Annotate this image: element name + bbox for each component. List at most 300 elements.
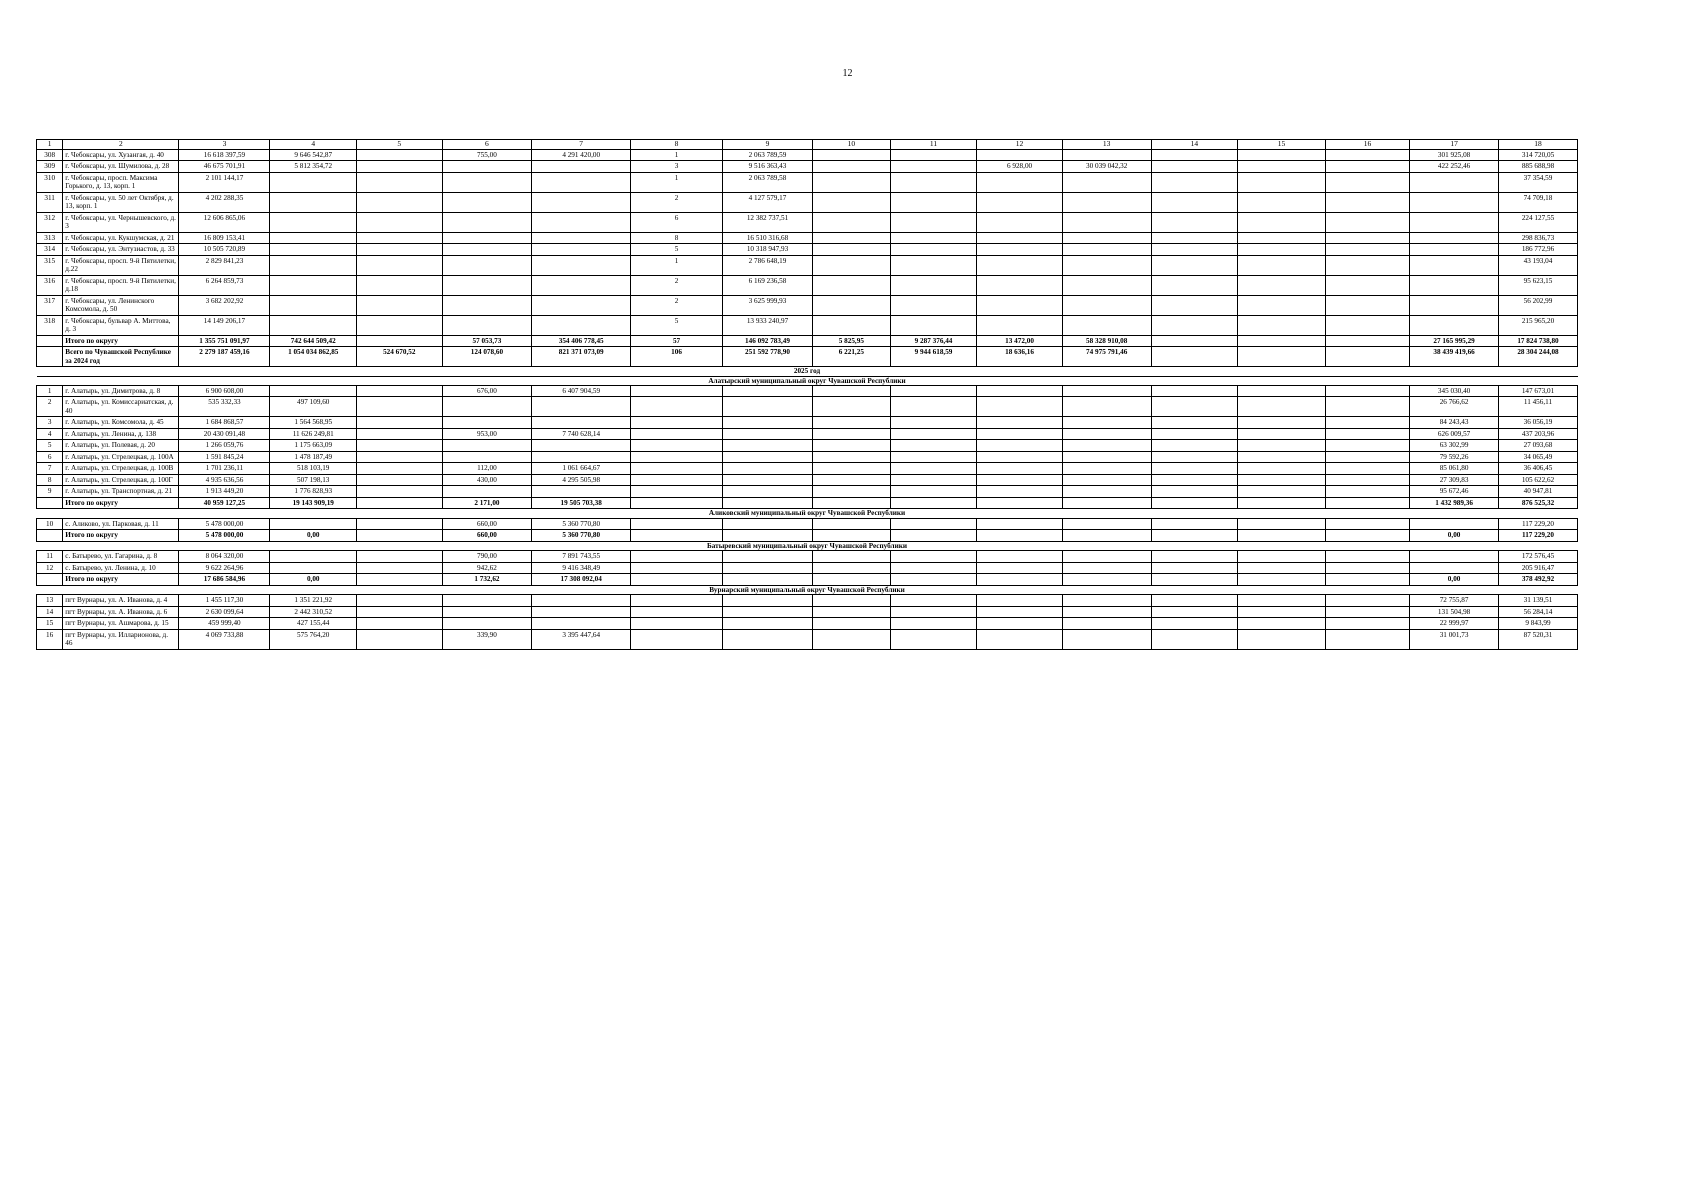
table-row — [37, 212, 1578, 232]
value-cell: 10 318 947,93 — [723, 244, 813, 255]
value-cell — [812, 486, 890, 497]
value-cell — [357, 618, 442, 629]
value-cell: 112,00 — [442, 463, 532, 474]
value-cell — [812, 192, 890, 212]
value-cell — [1325, 486, 1409, 497]
value-cell — [1151, 629, 1238, 649]
row-number-cell: 9 — [37, 486, 63, 497]
value-cell — [1151, 335, 1238, 346]
value-cell — [1151, 385, 1238, 396]
value-cell — [442, 440, 532, 451]
year-heading-row — [37, 367, 1578, 376]
value-cell — [1325, 428, 1409, 439]
value-cell: 6 — [631, 212, 723, 232]
value-cell — [890, 417, 977, 428]
value-cell — [1062, 518, 1151, 529]
value-cell — [812, 518, 890, 529]
value-cell: 339,90 — [442, 629, 532, 649]
value-cell: 5 478 000,00 — [179, 518, 270, 529]
value-cell: 314 720,05 — [1498, 149, 1577, 160]
value-cell: 13 472,00 — [977, 335, 1062, 346]
value-cell: 1 913 449,20 — [179, 486, 270, 497]
value-cell: 147 673,01 — [1498, 385, 1577, 396]
value-cell — [270, 562, 357, 573]
value-cell — [890, 172, 977, 192]
row-number-cell: 313 — [37, 232, 63, 243]
value-cell: 11 456,11 — [1498, 397, 1577, 417]
value-cell — [1238, 629, 1326, 649]
value-cell: 16 618 397,59 — [179, 149, 270, 160]
value-cell — [1151, 161, 1238, 172]
column-number-cell: 1 — [37, 140, 63, 150]
address-cell: г. Чебоксары, ул. Кукшумская, д. 21 — [63, 232, 179, 243]
table-row — [37, 161, 1578, 172]
column-number-cell: 14 — [1151, 140, 1238, 150]
value-cell: 422 252,46 — [1410, 161, 1499, 172]
value-cell — [1325, 574, 1409, 585]
address-cell: Итого по округу — [63, 574, 179, 585]
value-cell — [812, 255, 890, 275]
value-cell — [357, 428, 442, 439]
value-cell: 885 688,98 — [1498, 161, 1577, 172]
value-cell — [890, 440, 977, 451]
value-cell — [1325, 629, 1409, 649]
address-cell: пгт Вурнары, ул. Ашмарова, д. 15 — [63, 618, 179, 629]
value-cell — [442, 451, 532, 462]
row-number-cell: 316 — [37, 275, 63, 295]
value-cell: 14 149 206,17 — [179, 315, 270, 335]
value-cell — [1238, 618, 1326, 629]
address-cell: г. Алатырь, ул. Ленина, д. 138 — [63, 428, 179, 439]
value-cell: 1 — [631, 172, 723, 192]
value-cell — [1238, 295, 1326, 315]
value-cell — [1325, 385, 1409, 396]
value-cell — [1238, 172, 1326, 192]
row-number-cell: 312 — [37, 212, 63, 232]
value-cell: 11 626 249,81 — [270, 428, 357, 439]
value-cell — [631, 486, 723, 497]
value-cell — [532, 255, 631, 275]
value-cell — [1410, 212, 1499, 232]
value-cell — [1238, 397, 1326, 417]
value-cell — [977, 315, 1062, 335]
value-cell — [357, 315, 442, 335]
value-cell — [1062, 574, 1151, 585]
value-cell — [890, 315, 977, 335]
value-cell — [890, 574, 977, 585]
value-cell: 6 221,25 — [812, 347, 890, 367]
value-cell: 30 039 042,32 — [1062, 161, 1151, 172]
value-cell: 5 — [631, 244, 723, 255]
value-cell — [1238, 149, 1326, 160]
value-cell — [890, 463, 977, 474]
value-cell — [890, 551, 977, 562]
value-cell — [1062, 474, 1151, 485]
value-cell — [812, 474, 890, 485]
value-cell — [977, 451, 1062, 462]
value-cell — [1325, 530, 1409, 541]
value-cell — [890, 275, 977, 295]
value-cell — [631, 618, 723, 629]
value-cell: 251 592 778,90 — [723, 347, 813, 367]
value-cell: 28 304 244,08 — [1498, 347, 1577, 367]
value-cell: 72 755,87 — [1410, 595, 1499, 606]
value-cell: 301 925,08 — [1410, 149, 1499, 160]
value-cell — [357, 562, 442, 573]
table-row — [37, 315, 1578, 335]
value-cell — [890, 530, 977, 541]
value-cell — [357, 530, 442, 541]
value-cell — [442, 315, 532, 335]
row-number-cell: 5 — [37, 440, 63, 451]
value-cell: 953,00 — [442, 428, 532, 439]
value-cell: 3 625 999,93 — [723, 295, 813, 315]
value-cell: 1 175 663,09 — [270, 440, 357, 451]
value-cell — [812, 244, 890, 255]
district-heading-row — [37, 541, 1578, 550]
value-cell: 74 709,18 — [1498, 192, 1577, 212]
value-cell — [270, 385, 357, 396]
value-cell: 0,00 — [270, 530, 357, 541]
row-number-cell: 6 — [37, 451, 63, 462]
value-cell: 95 672,46 — [1410, 486, 1499, 497]
value-cell: 36 056,19 — [1498, 417, 1577, 428]
column-number-cell: 7 — [532, 140, 631, 150]
column-number-cell: 12 — [977, 140, 1062, 150]
value-cell: 378 492,92 — [1498, 574, 1577, 585]
value-cell: 4 935 636,56 — [179, 474, 270, 485]
value-cell — [1062, 212, 1151, 232]
value-cell — [1410, 244, 1499, 255]
value-cell: 106 — [631, 347, 723, 367]
total-row — [37, 574, 1578, 585]
value-cell: 2 630 099,64 — [179, 606, 270, 617]
value-cell — [1238, 562, 1326, 573]
value-cell: 459 999,40 — [179, 618, 270, 629]
value-cell — [270, 551, 357, 562]
value-cell: 85 061,80 — [1410, 463, 1499, 474]
value-cell — [1062, 551, 1151, 562]
value-cell — [977, 530, 1062, 541]
value-cell: 3 — [631, 161, 723, 172]
value-cell — [977, 629, 1062, 649]
value-cell — [1151, 212, 1238, 232]
value-cell — [1151, 618, 1238, 629]
value-cell — [890, 486, 977, 497]
value-cell — [1325, 212, 1409, 232]
value-cell — [1151, 486, 1238, 497]
value-cell — [812, 315, 890, 335]
value-cell: 146 092 783,49 — [723, 335, 813, 346]
column-number-cell: 2 — [63, 140, 179, 150]
value-cell: 5 478 000,00 — [179, 530, 270, 541]
value-cell — [812, 232, 890, 243]
value-cell — [977, 551, 1062, 562]
row-number-cell — [37, 530, 63, 541]
value-cell — [270, 172, 357, 192]
value-cell — [723, 486, 813, 497]
value-cell — [1410, 551, 1499, 562]
value-cell — [812, 161, 890, 172]
table-row — [37, 192, 1578, 212]
value-cell: 43 193,04 — [1498, 255, 1577, 275]
value-cell — [1062, 385, 1151, 396]
value-cell — [1325, 463, 1409, 474]
value-cell: 2 — [631, 192, 723, 212]
value-cell: 7 891 743,55 — [532, 551, 631, 562]
value-cell — [890, 606, 977, 617]
address-cell: г. Чебоксары, ул. 50 лет Октября, д. 13, корп. 1 — [63, 192, 179, 212]
value-cell: 9 646 542,87 — [270, 149, 357, 160]
value-cell — [977, 474, 1062, 485]
value-cell — [1410, 562, 1499, 573]
value-cell — [1325, 417, 1409, 428]
value-cell — [1238, 244, 1326, 255]
value-cell — [1062, 486, 1151, 497]
value-cell — [1410, 275, 1499, 295]
value-cell — [977, 595, 1062, 606]
value-cell — [1238, 315, 1326, 335]
value-cell — [631, 474, 723, 485]
value-cell: 1 564 568,95 — [270, 417, 357, 428]
value-cell — [1062, 244, 1151, 255]
value-cell — [1238, 463, 1326, 474]
row-number-cell: 2 — [37, 397, 63, 417]
value-cell — [1238, 275, 1326, 295]
value-cell: 1 355 751 091,97 — [179, 335, 270, 346]
value-cell: 31 001,73 — [1410, 629, 1499, 649]
value-cell — [1325, 562, 1409, 573]
value-cell — [1151, 232, 1238, 243]
value-cell — [1238, 161, 1326, 172]
value-cell — [812, 562, 890, 573]
value-cell: 58 328 910,08 — [1062, 335, 1151, 346]
table-row — [37, 417, 1578, 428]
value-cell: 19 143 909,19 — [270, 497, 357, 508]
row-number-cell: 311 — [37, 192, 63, 212]
value-cell — [357, 161, 442, 172]
value-cell — [532, 397, 631, 417]
value-cell — [1062, 530, 1151, 541]
value-cell: 9 287 376,44 — [890, 335, 977, 346]
value-cell — [1151, 474, 1238, 485]
value-cell — [1238, 255, 1326, 275]
value-cell: 131 504,98 — [1410, 606, 1499, 617]
value-cell — [1062, 463, 1151, 474]
value-cell — [723, 463, 813, 474]
value-cell: 12 606 865,06 — [179, 212, 270, 232]
table-row — [37, 562, 1578, 573]
value-cell: 27 309,83 — [1410, 474, 1499, 485]
value-cell: 6 928,00 — [977, 161, 1062, 172]
value-cell — [977, 212, 1062, 232]
value-cell: 8 064 320,00 — [179, 551, 270, 562]
value-cell — [890, 295, 977, 315]
value-cell: 5 825,95 — [812, 335, 890, 346]
value-cell — [631, 397, 723, 417]
value-cell — [270, 315, 357, 335]
value-cell: 26 766,62 — [1410, 397, 1499, 417]
column-number-cell: 8 — [631, 140, 723, 150]
value-cell — [1062, 428, 1151, 439]
table-row — [37, 149, 1578, 160]
value-cell — [631, 428, 723, 439]
value-cell: 1 — [631, 255, 723, 275]
row-number-cell: 15 — [37, 618, 63, 629]
column-number-cell: 10 — [812, 140, 890, 150]
value-cell — [1325, 335, 1409, 346]
value-cell — [1325, 551, 1409, 562]
value-cell — [1151, 244, 1238, 255]
value-cell — [1238, 574, 1326, 585]
value-cell — [357, 551, 442, 562]
value-cell — [1151, 149, 1238, 160]
value-cell: 27 165 995,29 — [1410, 335, 1499, 346]
column-number-cell: 15 — [1238, 140, 1326, 150]
value-cell — [977, 192, 1062, 212]
address-cell: Всего по Чувашской Республике за 2024 год — [63, 347, 179, 367]
address-cell: Итого по округу — [63, 335, 179, 346]
value-cell — [1062, 192, 1151, 212]
value-cell — [442, 397, 532, 417]
value-cell — [532, 295, 631, 315]
value-cell: 4 069 733,88 — [179, 629, 270, 649]
value-cell — [1151, 347, 1238, 367]
table-row — [37, 486, 1578, 497]
table-row — [37, 551, 1578, 562]
address-cell: г. Чебоксары, ул. Хузангая, д. 40 — [63, 149, 179, 160]
value-cell: 22 999,97 — [1410, 618, 1499, 629]
value-cell — [812, 451, 890, 462]
table-row — [37, 463, 1578, 474]
value-cell: 575 764,20 — [270, 629, 357, 649]
value-cell — [1151, 295, 1238, 315]
district-heading-row — [37, 509, 1578, 518]
value-cell — [812, 275, 890, 295]
row-number-cell: 1 — [37, 385, 63, 396]
value-cell: 57 053,73 — [442, 335, 532, 346]
value-cell — [890, 192, 977, 212]
value-cell — [890, 212, 977, 232]
address-cell: Итого по округу — [63, 530, 179, 541]
table-row — [37, 474, 1578, 485]
value-cell: 430,00 — [442, 474, 532, 485]
value-cell — [1062, 629, 1151, 649]
value-cell — [532, 172, 631, 192]
column-number-cell: 5 — [357, 140, 442, 150]
value-cell — [1238, 497, 1326, 508]
value-cell — [631, 629, 723, 649]
value-cell — [532, 192, 631, 212]
value-cell — [890, 474, 977, 485]
value-cell — [977, 255, 1062, 275]
value-cell — [1325, 161, 1409, 172]
value-cell — [532, 275, 631, 295]
row-number-cell: 8 — [37, 474, 63, 485]
value-cell: 215 965,20 — [1498, 315, 1577, 335]
value-cell — [1062, 275, 1151, 295]
value-cell: 36 406,45 — [1498, 463, 1577, 474]
value-cell: 437 203,96 — [1498, 428, 1577, 439]
value-cell — [1151, 275, 1238, 295]
column-number-cell: 9 — [723, 140, 813, 150]
value-cell — [357, 595, 442, 606]
value-cell: 16 809 153,41 — [179, 232, 270, 243]
row-number-cell — [37, 347, 63, 367]
value-cell — [1151, 530, 1238, 541]
value-cell — [1151, 606, 1238, 617]
address-cell: с. Аликово, ул. Парковая, д. 11 — [63, 518, 179, 529]
value-cell: 79 592,26 — [1410, 451, 1499, 462]
address-cell: г. Алатырь, ул. Полевая, д. 20 — [63, 440, 179, 451]
value-cell — [357, 232, 442, 243]
value-cell — [1325, 347, 1409, 367]
value-cell: 117 229,20 — [1498, 518, 1577, 529]
value-cell: 6 264 859,73 — [179, 275, 270, 295]
value-cell — [977, 606, 1062, 617]
row-number-cell: 7 — [37, 463, 63, 474]
value-cell — [357, 486, 442, 497]
value-cell: 1 432 989,36 — [1410, 497, 1499, 508]
value-cell — [1151, 428, 1238, 439]
value-cell: 5 812 354,72 — [270, 161, 357, 172]
value-cell — [1062, 315, 1151, 335]
value-cell — [1325, 315, 1409, 335]
value-cell — [442, 255, 532, 275]
value-cell — [1151, 315, 1238, 335]
value-cell — [1238, 385, 1326, 396]
value-cell: 19 505 703,38 — [532, 497, 631, 508]
table-row — [37, 440, 1578, 451]
value-cell — [631, 451, 723, 462]
value-cell: 535 332,33 — [179, 397, 270, 417]
value-cell — [270, 244, 357, 255]
address-cell: г. Чебоксары, просп. 9-й Пятилетки, д.22 — [63, 255, 179, 275]
value-cell: 4 202 288,35 — [179, 192, 270, 212]
value-cell — [977, 244, 1062, 255]
value-cell — [270, 192, 357, 212]
value-cell — [812, 172, 890, 192]
value-cell: 497 109,60 — [270, 397, 357, 417]
table-row — [37, 244, 1578, 255]
value-cell — [1062, 451, 1151, 462]
value-cell — [1238, 486, 1326, 497]
value-cell: 56 202,99 — [1498, 295, 1577, 315]
value-cell — [631, 518, 723, 529]
value-cell — [723, 562, 813, 573]
value-cell — [1151, 255, 1238, 275]
table-row — [37, 172, 1578, 192]
address-cell: г. Чебоксары, просп. 9-й Пятилетки, д.18 — [63, 275, 179, 295]
value-cell — [812, 574, 890, 585]
value-cell: 27 093,68 — [1498, 440, 1577, 451]
value-cell — [977, 385, 1062, 396]
value-cell — [532, 440, 631, 451]
value-cell — [1151, 595, 1238, 606]
value-cell — [723, 451, 813, 462]
column-number-cell: 17 — [1410, 140, 1499, 150]
district-heading-row — [37, 585, 1578, 594]
value-cell — [1325, 518, 1409, 529]
value-cell — [1325, 618, 1409, 629]
value-cell — [977, 149, 1062, 160]
value-cell — [723, 518, 813, 529]
value-cell: 524 670,52 — [357, 347, 442, 367]
value-cell: 8 — [631, 232, 723, 243]
value-cell — [1151, 172, 1238, 192]
value-cell — [631, 530, 723, 541]
value-cell — [532, 232, 631, 243]
